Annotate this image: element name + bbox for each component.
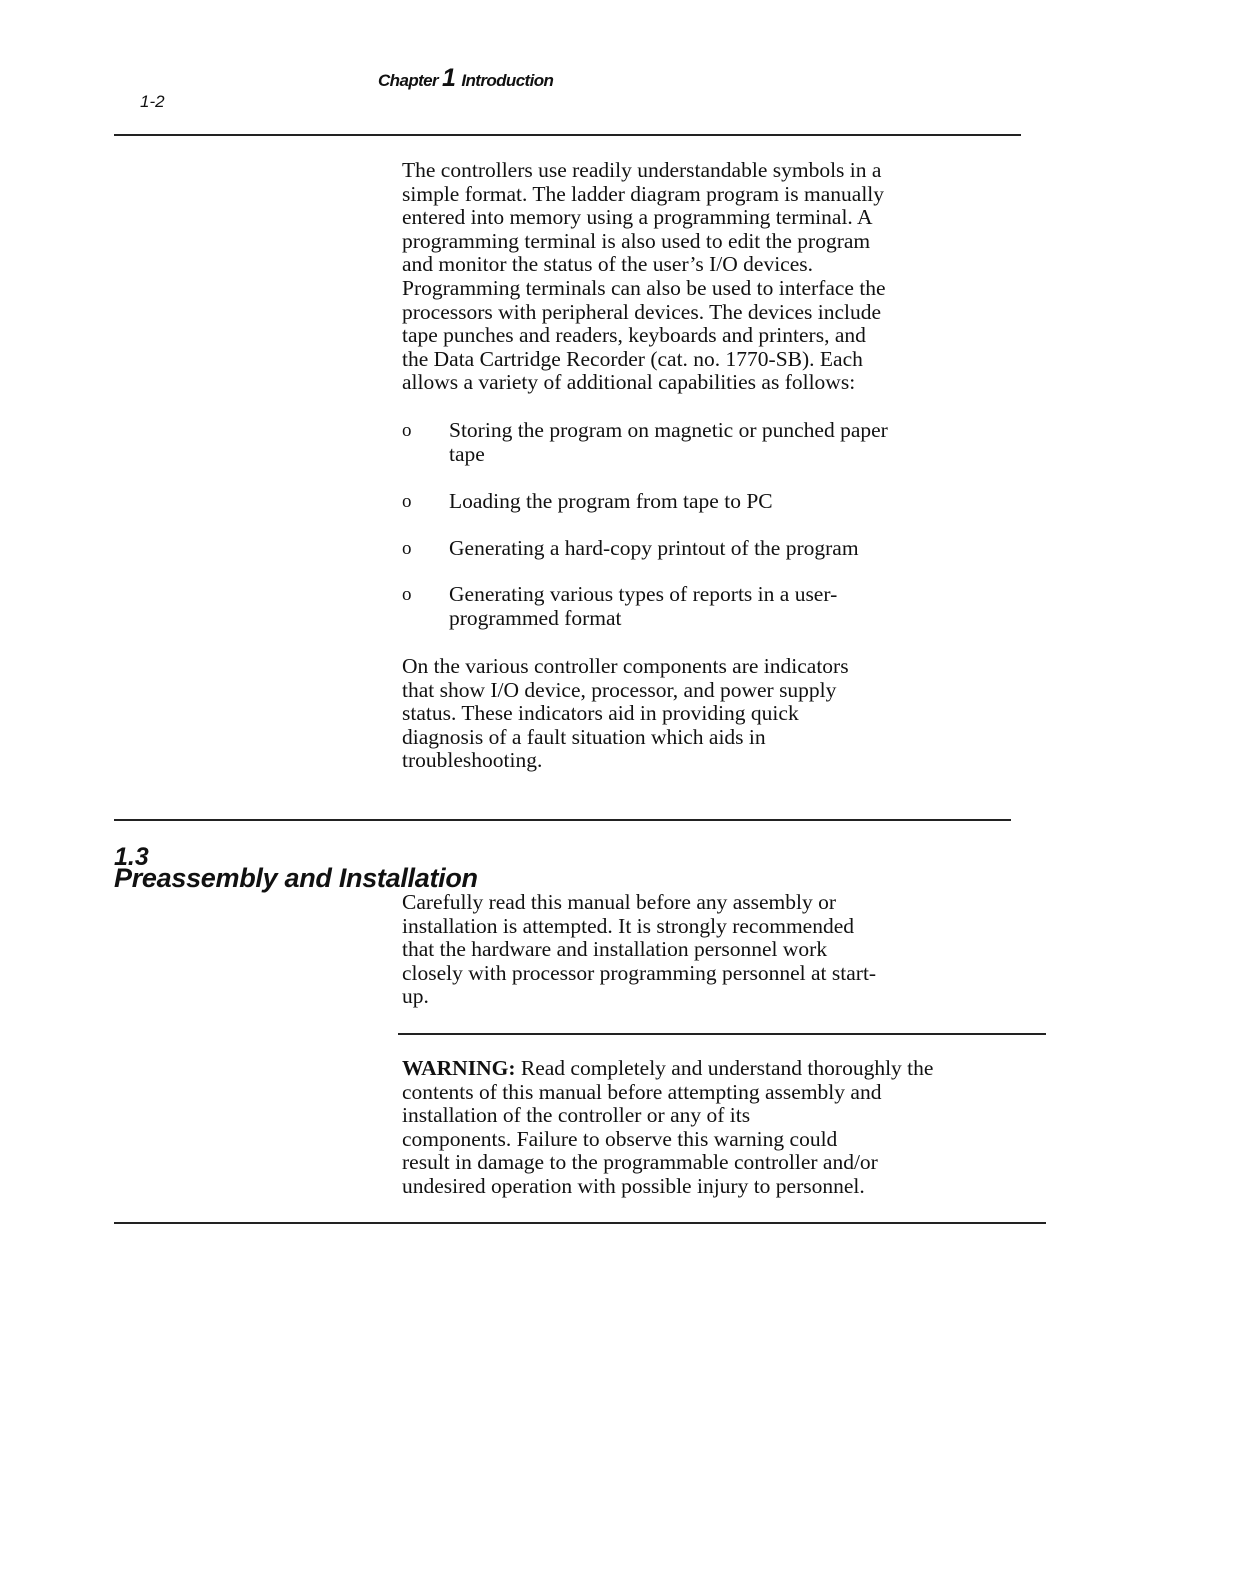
text-line: allows a variety of additional capabilities as follows:: [402, 370, 856, 395]
section-title: Preassembly and Installation: [114, 863, 478, 893]
list-item-text: Generating a hard-copy printout of the program: [449, 536, 859, 560]
text-line: processors with peripheral devices. The devices include: [402, 299, 882, 324]
chapter-number: 1: [442, 64, 456, 92]
text-line: the Data Cartridge Recorder (cat. no. 1770-SB). Each: [402, 346, 863, 371]
text-line: components. Failure to observe this warning could: [402, 1126, 838, 1151]
text-line: programming terminal is also used to edit the program: [402, 228, 871, 253]
warning-first-line: Read completely and understand thoroughly the: [515, 1056, 934, 1080]
section-paragraph: [402, 891, 1042, 1009]
list-item-text: tape: [449, 441, 485, 466]
text-line: tape punches and readers, keyboards and printers, and: [402, 323, 866, 348]
text-line: Carefully read this manual before any assembly or: [402, 890, 837, 914]
bullet-marker: o: [402, 538, 412, 559]
section-number: 1.3: [114, 843, 149, 871]
text-line: troubleshooting.: [402, 748, 543, 773]
text-line: Programming terminals can also be used to interface the: [402, 275, 886, 300]
bullet-marker: o: [402, 584, 412, 605]
running-head: [378, 64, 553, 93]
text-line: entered into memory using a programming terminal. A: [402, 205, 873, 230]
text-line: contents of this manual before attempting assembly and: [402, 1079, 882, 1104]
warning-box: [402, 1057, 1062, 1199]
text-line: undesired operation with possible injury to personnel.: [402, 1173, 865, 1198]
text-line: installation is attempted. It is strongly recommended: [402, 913, 855, 938]
text-line: On the various controller components are indicators: [402, 654, 849, 678]
bullet-marker: o: [402, 420, 412, 441]
text-line: up.: [402, 984, 429, 1009]
list-item-text: Storing the program on magnetic or punched paper: [449, 418, 888, 442]
bullet-marker: o: [402, 491, 412, 512]
warning-top-rule: [398, 1033, 1046, 1035]
list-item-text: Generating various types of reports in a user-: [449, 582, 838, 606]
header-rule: [114, 134, 1021, 136]
section-rule: [114, 819, 1011, 821]
text-line: result in damage to the programmable controller and/or: [402, 1150, 878, 1175]
text-line: and monitor the status of the user’s I/O devices.: [402, 252, 813, 277]
text-line: installation of the controller or any of its: [402, 1103, 751, 1128]
list-item-text: programmed format: [449, 605, 622, 630]
warning-label: WARNING:: [402, 1056, 516, 1080]
chapter-title: Introduction: [461, 71, 554, 90]
chapter-word: Chapter: [378, 71, 439, 90]
indicators-paragraph: [402, 655, 1042, 773]
text-line: The controllers use readily understandable symbols in a: [402, 158, 882, 182]
text-line: diagnosis of a fault situation which aids in: [402, 724, 766, 749]
text-line: simple format. The ladder diagram program is manually: [402, 181, 885, 206]
text-line: [402, 1057, 1062, 1081]
text-line: that the hardware and installation personnel work: [402, 937, 828, 962]
warning-bottom-rule: [114, 1222, 1046, 1224]
list-item-text: Loading the program from tape to PC: [449, 489, 773, 513]
text-line: that show I/O device, processor, and power supply: [402, 677, 837, 702]
intro-paragraph: [402, 159, 1042, 395]
page-number: 1-2: [140, 92, 165, 111]
text-line: closely with processor programming personnel at start-: [402, 960, 877, 985]
text-line: status. These indicators aid in providing quick: [402, 701, 799, 726]
